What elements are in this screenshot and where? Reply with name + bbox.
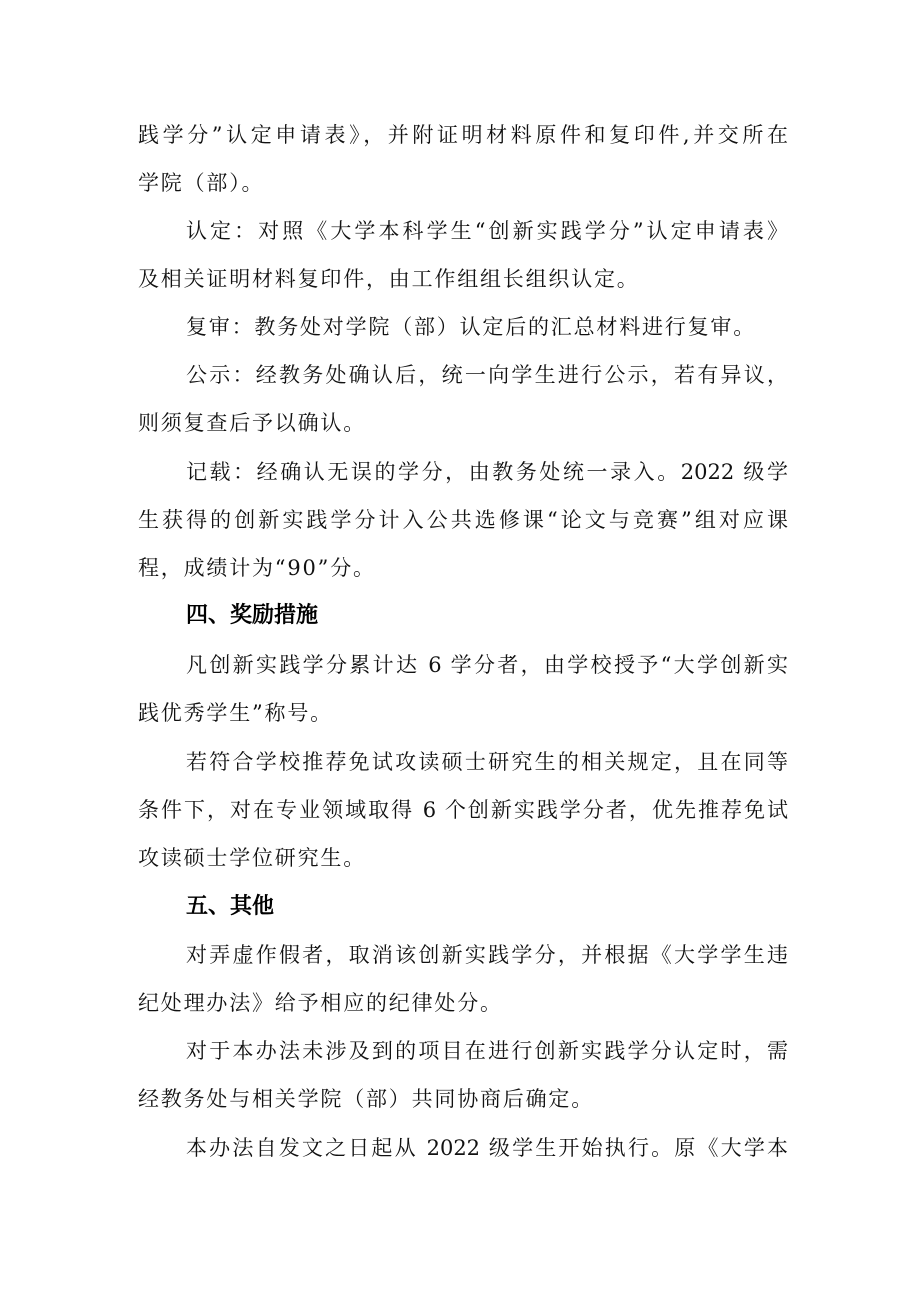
paragraph-line: 若符合学校推荐免试攻读硕士研究生的相关规定，且在同等 <box>186 750 788 774</box>
paragraph-line: 复审：教务处对学院（部）认定后的汇总材料进行复审。 <box>186 315 756 339</box>
paragraph-line: 及相关证明材料复印件，由工作组组长组织认定。 <box>138 267 640 291</box>
paragraph-line: 本办法自发文之日起从 2022 级学生开始执行。原《大学本 <box>186 1136 788 1160</box>
paragraph-line: 学院（部）。 <box>138 171 265 195</box>
paragraph-line: 记载：经确认无误的学分，由教务处统一录入。2022 级学 <box>186 460 788 484</box>
paragraph-line: 条件下，对在专业领域取得 6 个创新实践学分者，优先推荐免试 <box>138 798 788 822</box>
paragraph-line: 攻读硕士学位研究生。 <box>138 846 366 870</box>
paragraph-line: 凡创新实践学分累计达 6 学分者，由学校授予“大学创新实 <box>186 653 788 677</box>
paragraph-line: 践学分”认定申请表》，并附证明材料原件和复印件,并交所在 <box>138 123 788 147</box>
paragraph-line: 经教务处与相关学院（部）共同协商后确定。 <box>138 1087 594 1111</box>
paragraph-line: 对于本办法未涉及到的项目在进行创新实践学分认定时，需 <box>186 1039 788 1063</box>
section-heading: 四、奖励措施 <box>186 603 319 628</box>
paragraph-line: 纪处理办法》给予相应的纪律处分。 <box>138 991 503 1015</box>
paragraph-line: 对弄虚作假者，取消该创新实践学分，并根据《大学学生违 <box>186 943 788 967</box>
paragraph-line: 生获得的创新实践学分计入公共选修课“论文与竞赛”组对应课 <box>138 508 788 532</box>
section-heading: 五、其他 <box>186 894 275 919</box>
paragraph-line: 践优秀学生”称号。 <box>138 701 333 725</box>
paragraph-line: 程，成绩计为“90”分。 <box>138 556 376 580</box>
paragraph-line: 认定：对照《大学本科学生“创新实践学分”认定申请表》 <box>186 219 788 243</box>
paragraph-line: 公示：经教务处确认后，统一向学生进行公示，若有异议， <box>186 363 788 387</box>
paragraph-line: 则须复查后予以确认。 <box>138 411 366 435</box>
